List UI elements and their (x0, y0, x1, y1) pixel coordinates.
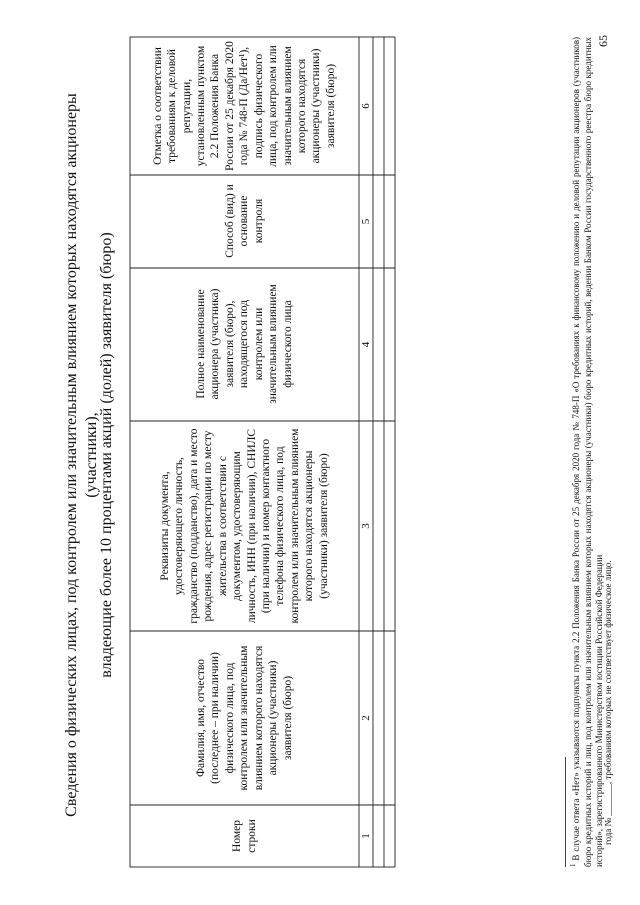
column-number-3: 3 (360, 523, 372, 529)
header-shareholder-name: Полное наименование акционера (участника) заявителя (бюро), находящегося под контролем или значительным влиянием физического лица (195, 284, 294, 404)
footnote-text: В случае ответа «Нет» указываются подпункты пункта 2.2 Положения Банка России от 25 декабря 2020 года № 748-П «О требованиях к финансовому положению и деловой репутации акционеров (участников) бюро кредитных историй и лиц, под контролем или значительным влиянием которых находятся акционеры (участники) бюро кредитных историй, ведении Банком России государственного реестра бюро кредитных историй», зарегистрированного Министерством юстиции Российской Федерации (571, 36, 605, 867)
header-control-method: Способ (вид) и основание контроля (223, 184, 265, 258)
header-row-number: Номер строки (231, 819, 258, 853)
header-identity-document: Реквизиты документа, удостоверяющего личность, гражданство (подданство), дата и место рождения, адрес регистрации по месту жительства в соответствии с документом, удостоверяющим личность, ИНН (при наличии), СНИЛС (при наличии) и номер контактного телефона физического лица, под контролем или значительным влиянием которого находятся акционеры (участники) заявителя (бюро) (159, 428, 330, 624)
title-line-1: Сведения о физических лицах, под контролем или значительным влиянием которых находятся акционеры (участники), (63, 93, 100, 817)
footnote (568, 37, 606, 867)
footnote-marker: 1 (569, 863, 577, 867)
header-full-name: Фамилия, имя, отчество (последнее – при наличии) физического лица, под контролем или значительным влиянием которого находятся акционеры (участники) заявителя (бюро) (195, 645, 294, 791)
column-number-1: 1 (360, 833, 372, 839)
header-reputation-mark: Отметка о соответствии требованиям к деловой репутации, установленным пунктом 2.2 Положения Банка России от 25 декабря 2020 года № 748-П (Да/Нет¹), подпись физического лица, под контролем или значительным влиянием которого находятся акционеры (участники) заявителя (бюро) (151, 41, 337, 171)
page-number: 65 (596, 35, 610, 47)
footnote-continuation: года № _______, требованиям которых не соответствует физическое лицо. (603, 560, 613, 845)
footnote-separator (565, 757, 566, 867)
column-number-2: 2 (360, 715, 372, 721)
column-number-4: 4 (360, 341, 372, 348)
column-number-6: 6 (360, 103, 372, 109)
title-line-2: владеющие более 10 процентами акций (долей) заявителя (бюро) (98, 232, 115, 678)
column-number-5: 5 (360, 218, 372, 225)
